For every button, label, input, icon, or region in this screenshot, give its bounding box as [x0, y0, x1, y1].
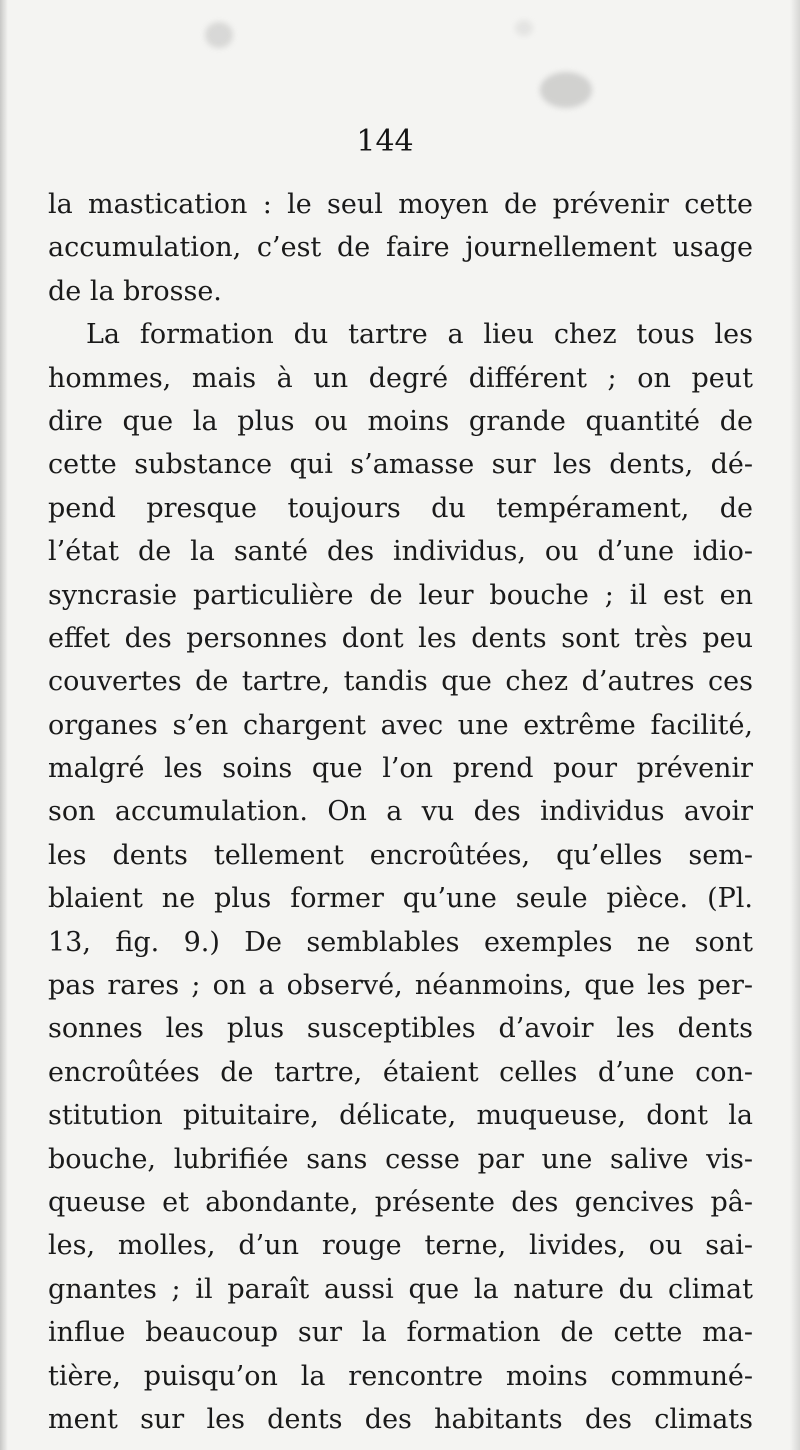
- text-line: tière, puisqu’on la rencontre moins communé-: [48, 1360, 753, 1392]
- paper-stain: [540, 72, 592, 108]
- text-line: de la brosse.: [48, 275, 222, 307]
- text-line: pend presque toujours du tempérament, de: [48, 492, 753, 524]
- text-line: dire que la plus ou moins grande quantité de: [48, 405, 753, 437]
- text-line: effet des personnes dont les dents sont très peu: [48, 622, 753, 654]
- text-line: 13, fig. 9.) De semblables exemples ne sont: [48, 926, 753, 958]
- body-text: [48, 183, 753, 1441]
- text-line: pas rares ; on a observé, néanmoins, que les per-: [48, 970, 753, 1002]
- text-line: la mastication : le seul moyen de prévenir cette: [48, 189, 753, 220]
- text-line: encroûtées de tartre, étaient celles d’une con-: [48, 1056, 753, 1088]
- text-line: couvertes de tartre, tandis que chez d’autres ces: [48, 666, 753, 698]
- text-line: influe beaucoup sur la formation de cette ma-: [48, 1317, 753, 1349]
- text-line: organes s’en chargent avec une extrême facilité,: [48, 709, 753, 741]
- text-line: sonnes les plus susceptibles d’avoir les dents: [48, 1013, 753, 1045]
- text-line: son accumulation. On a vu des individus avoir: [48, 796, 753, 828]
- text-line: les, molles, d’un rouge terne, livides, ou sai-: [48, 1230, 753, 1262]
- page-edge-shadow: [790, 0, 800, 1450]
- text-line: bouche, lubrifiée sans cesse par une salive vis-: [48, 1143, 753, 1175]
- text-line: cette substance qui s’amasse sur les dents, dé-: [48, 449, 753, 481]
- text-line: les dents tellement encroûtées, qu’elles sem-: [48, 839, 753, 871]
- text-line: ment sur les dents des habitants des climats: [48, 1403, 753, 1435]
- paper-stain: [205, 22, 233, 48]
- text-line: hommes, mais à un degré différent ; on peut: [48, 362, 753, 394]
- text-line: queuse et abondante, présente des gencives pâ-: [48, 1186, 753, 1218]
- text-line: stitution pituitaire, délicate, muqueuse, dont la: [48, 1100, 753, 1132]
- text-line: blaient ne plus former qu’une seule pièce. (Pl.: [48, 883, 753, 915]
- text-line: l’état de la santé des individus, ou d’une idio-: [48, 536, 753, 568]
- paper-stain: [515, 20, 533, 36]
- text-line: gnantes ; il paraît aussi que la nature du climat: [48, 1273, 753, 1305]
- text-line: accumulation, c’est de faire journellement usage: [48, 232, 753, 264]
- page-number: 144: [356, 124, 414, 159]
- text-line: malgré les soins que l’on prend pour prévenir: [48, 753, 753, 785]
- page-edge-shadow: [0, 0, 8, 1450]
- text-line: syncrasie particulière de leur bouche ; il est en: [48, 579, 753, 611]
- paragraph-first-line: La formation du tartre a lieu chez tous les: [86, 319, 753, 351]
